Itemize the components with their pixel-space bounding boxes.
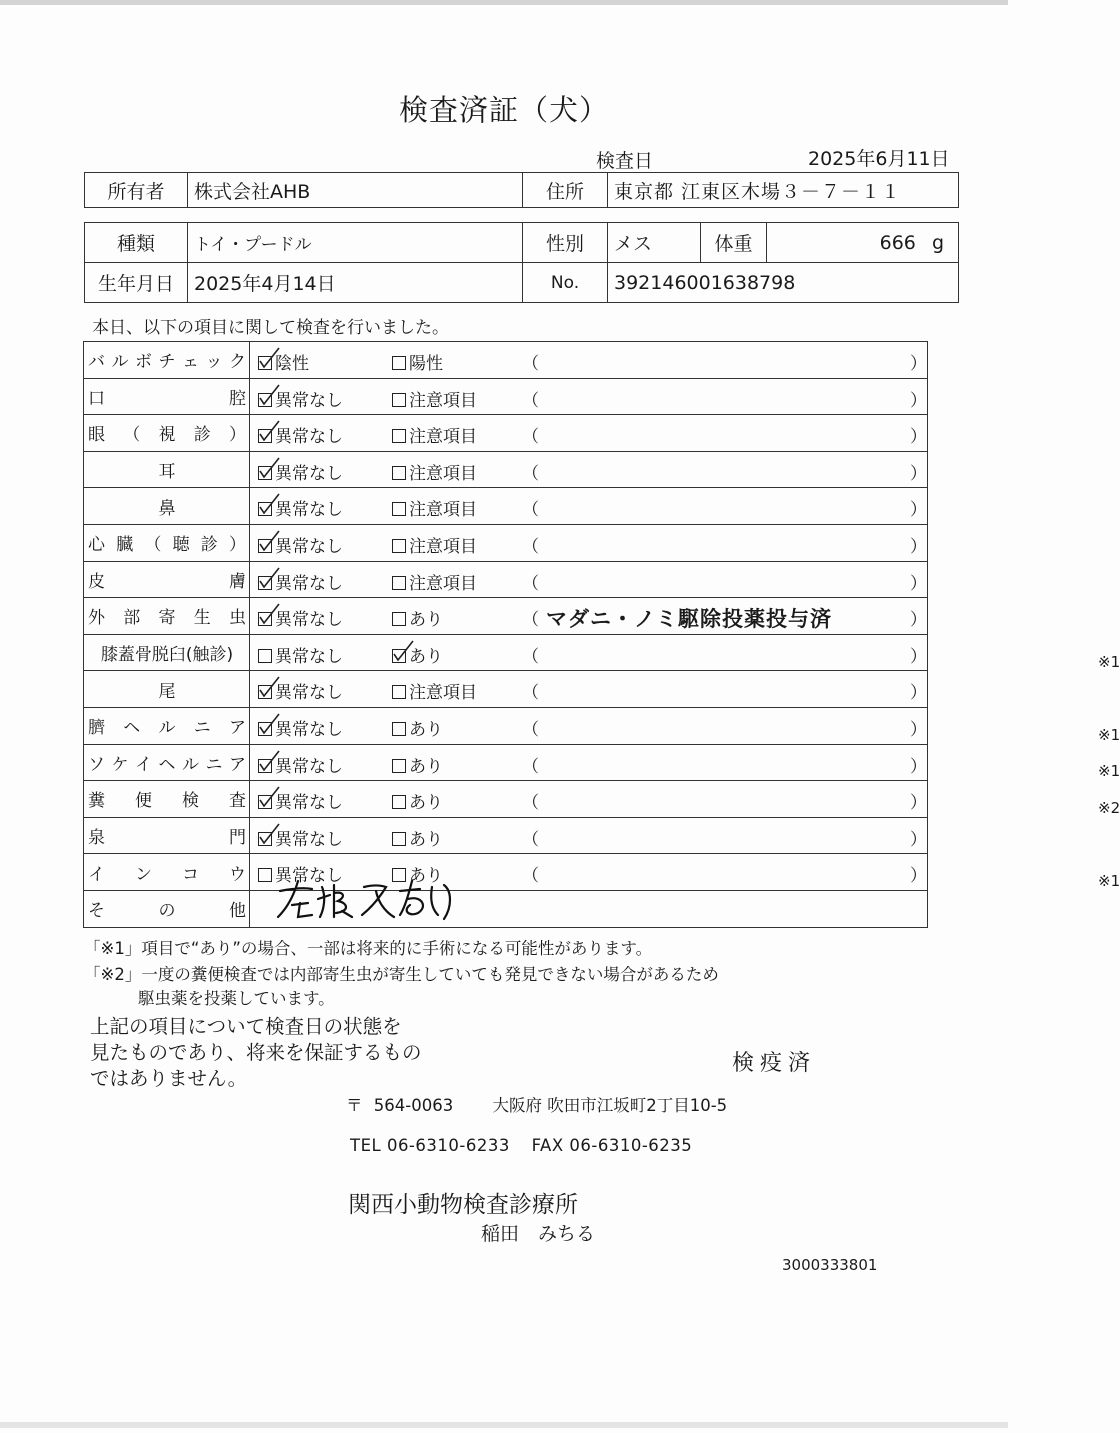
remark-close-paren: ） bbox=[910, 756, 927, 777]
option-normal bbox=[258, 422, 343, 447]
scan-edge-top bbox=[0, 0, 1008, 5]
handwritten-note bbox=[272, 877, 462, 926]
footnote-2-cont: 駆虫薬を投薬しています。 bbox=[138, 989, 335, 1008]
clinic-tel: TEL 06-6310-6233 bbox=[350, 1136, 510, 1155]
option-abnormal-label: あり bbox=[409, 719, 443, 740]
checkbox-icon bbox=[258, 393, 272, 407]
remark-open-paren: （ bbox=[522, 610, 539, 631]
checkbox-icon bbox=[258, 795, 272, 809]
exam-row bbox=[84, 817, 928, 854]
item-name-char: ル bbox=[111, 352, 129, 373]
check-tick-icon bbox=[258, 823, 280, 845]
option-abnormal-label: 注意項目 bbox=[409, 463, 477, 484]
serial-number: 3000333801 bbox=[782, 1256, 878, 1274]
remark-open-paren: （ bbox=[522, 390, 539, 411]
scan-edge-bottom bbox=[0, 1422, 1008, 1428]
weight-cell bbox=[767, 223, 959, 263]
item-name-char: 生 bbox=[193, 608, 211, 629]
clinic-name: 関西小動物検査診療所 bbox=[348, 1192, 578, 1218]
option-normal-label: 異常なし bbox=[275, 536, 343, 557]
check-tick-icon bbox=[258, 786, 280, 808]
exam-row bbox=[84, 524, 928, 561]
item-name-char: 膝蓋骨脱臼(触診) bbox=[100, 645, 234, 666]
item-name-char: 皮 bbox=[88, 571, 105, 592]
item-name-char: イ bbox=[135, 754, 152, 775]
item-name-char: 外 bbox=[88, 608, 105, 629]
checkbox-icon bbox=[258, 576, 272, 590]
item-name-char: 心 bbox=[88, 535, 105, 556]
sex: メス bbox=[608, 223, 701, 263]
option-normal-label: 異常なし bbox=[275, 829, 343, 850]
option-abnormal bbox=[392, 532, 477, 557]
item-name-char: 診 bbox=[193, 425, 211, 446]
checkbox-icon bbox=[258, 429, 272, 443]
exam-item-result bbox=[250, 598, 928, 635]
exam-item-result bbox=[250, 415, 928, 452]
item-name-char: 便 bbox=[135, 791, 152, 812]
remark-close-paren: ） bbox=[910, 536, 927, 557]
checkbox-icon bbox=[392, 393, 406, 407]
option-normal-label: 異常なし bbox=[275, 683, 343, 704]
exam-item-name bbox=[84, 671, 250, 708]
inspection-stamp: 検疫済 bbox=[732, 1051, 817, 1076]
exam-date-label: 検査日 bbox=[596, 150, 654, 172]
item-name-char: 門 bbox=[229, 828, 246, 849]
contact-line bbox=[350, 1136, 692, 1155]
checkbox-icon bbox=[392, 649, 406, 663]
exam-item-result bbox=[250, 342, 928, 379]
exam-item-result bbox=[250, 817, 928, 854]
disclaimer bbox=[90, 1014, 422, 1092]
option-normal bbox=[258, 459, 343, 484]
exam-item-result bbox=[250, 524, 928, 561]
checkbox-icon bbox=[258, 722, 272, 736]
option-normal bbox=[258, 495, 343, 520]
footnote-mark: ※1 bbox=[1098, 725, 1120, 744]
item-name-char: コ bbox=[182, 864, 199, 885]
exam-item-result bbox=[250, 744, 1120, 781]
option-normal bbox=[258, 788, 343, 813]
postal-mark: 〒 bbox=[346, 1096, 363, 1115]
option-abnormal-label: あり bbox=[409, 793, 443, 814]
item-name-char: ッ bbox=[205, 352, 223, 373]
remark-close-paren: ） bbox=[910, 463, 927, 484]
item-name-char: ル bbox=[182, 754, 199, 775]
exam-item-result bbox=[250, 488, 928, 525]
exam-item-result bbox=[250, 561, 928, 598]
checkbox-icon bbox=[392, 832, 406, 846]
item-name-char: ウ bbox=[229, 864, 246, 885]
weight-value: 666 bbox=[879, 231, 916, 254]
option-normal-label: 異常なし bbox=[275, 793, 343, 814]
option-normal bbox=[258, 605, 343, 630]
footnote-2: 「※2」一度の糞便検査では内部寄生虫が寄生していても発見できない場合があるため bbox=[84, 965, 719, 984]
birth-label: 生年月日 bbox=[85, 263, 188, 303]
option-normal-label: 陰性 bbox=[275, 354, 309, 374]
weight-label: 体重 bbox=[701, 223, 767, 263]
exam-item-name bbox=[84, 451, 250, 488]
disclaimer-line-3: ではありません。 bbox=[90, 1067, 248, 1090]
checkbox-icon bbox=[392, 722, 406, 736]
option-normal bbox=[258, 642, 343, 667]
owner-name: 株式会社AHB bbox=[188, 173, 523, 208]
remark-open-paren: （ bbox=[522, 683, 539, 704]
checkbox-icon bbox=[392, 759, 406, 773]
animal-table bbox=[84, 222, 959, 303]
remark-open-paren: （ bbox=[522, 500, 539, 521]
owner-label: 所有者 bbox=[85, 173, 188, 208]
remark-open-paren: （ bbox=[522, 719, 539, 740]
remark-close-paren: ） bbox=[910, 719, 927, 740]
exam-row bbox=[84, 598, 928, 635]
check-tick-icon bbox=[258, 457, 280, 479]
item-name-char: ソ bbox=[88, 754, 105, 775]
checkbox-icon bbox=[258, 502, 272, 516]
item-name-char: ） bbox=[228, 535, 246, 556]
option-abnormal-label: あり bbox=[409, 829, 443, 850]
exam-row bbox=[84, 342, 928, 379]
footnote-mark: ※1 bbox=[1098, 762, 1120, 781]
item-name-char: ン bbox=[135, 864, 152, 885]
exam-row bbox=[84, 744, 928, 781]
item-name-char: ェ bbox=[182, 352, 199, 373]
item-name-char: （ bbox=[144, 535, 162, 556]
item-name-char: 耳 bbox=[158, 462, 176, 483]
remark-close-paren: ） bbox=[910, 866, 927, 887]
option-abnormal-label: あり bbox=[409, 610, 443, 631]
item-name-char: 部 bbox=[123, 608, 141, 629]
exam-item-result bbox=[250, 451, 928, 488]
handwriting-drawing bbox=[272, 877, 462, 921]
checkbox-icon bbox=[258, 832, 272, 846]
option-normal bbox=[258, 532, 343, 557]
exam-row bbox=[84, 378, 928, 415]
checkbox-icon bbox=[258, 759, 272, 773]
item-name-char: ニ bbox=[193, 718, 211, 739]
remark-open-paren: （ bbox=[522, 573, 539, 594]
option-abnormal bbox=[392, 715, 443, 740]
exam-date: 2025年6月11日 bbox=[808, 148, 950, 170]
option-normal-label: 異常なし bbox=[275, 756, 343, 777]
option-normal-label: 異常なし bbox=[275, 646, 343, 667]
item-name-char: ア bbox=[229, 754, 246, 775]
footnote-1: 「※1」項目で“あり”の場合、一部は将来的に手術になる可能性があります。 bbox=[84, 939, 653, 958]
item-name-char: 泉 bbox=[88, 828, 105, 849]
remark-open-paren: （ bbox=[522, 756, 539, 777]
option-abnormal-label: 注意項目 bbox=[409, 427, 477, 448]
option-abnormal-label: あり bbox=[409, 866, 443, 887]
postal-code: 564-0063 bbox=[373, 1096, 454, 1115]
exam-item-name bbox=[84, 488, 250, 525]
option-abnormal bbox=[392, 349, 443, 374]
remark-open-paren: （ bbox=[522, 427, 539, 448]
option-normal bbox=[258, 569, 343, 594]
vet-name: 稲田 みちる bbox=[481, 1223, 596, 1245]
exam-item-name bbox=[84, 634, 250, 671]
option-normal bbox=[258, 715, 343, 740]
option-abnormal bbox=[392, 386, 477, 411]
item-name-char: 糞 bbox=[88, 791, 105, 812]
remark-close-paren: ） bbox=[910, 354, 927, 374]
option-normal-label: 異常なし bbox=[275, 719, 343, 740]
address-label: 住所 bbox=[523, 173, 608, 208]
option-normal bbox=[258, 386, 343, 411]
check-tick-icon bbox=[258, 347, 280, 369]
footnote-mark: ※2 bbox=[1098, 798, 1120, 817]
intro-text: 本日、以下の項目に関して検査を行いました。 bbox=[92, 318, 449, 338]
option-normal bbox=[258, 752, 343, 777]
exam-row bbox=[84, 634, 928, 671]
item-name-char: 臓 bbox=[116, 535, 134, 556]
option-normal-label: 異常なし bbox=[275, 610, 343, 631]
breed: トイ・プードル bbox=[188, 223, 523, 263]
exam-row bbox=[84, 561, 928, 598]
item-name-char: 聴 bbox=[172, 535, 190, 556]
check-tick-icon bbox=[258, 676, 280, 698]
checkbox-icon bbox=[258, 612, 272, 626]
checkbox-icon bbox=[258, 356, 272, 370]
option-abnormal bbox=[392, 752, 443, 777]
remark-close-paren: ） bbox=[910, 610, 927, 631]
remark-close-paren: ） bbox=[910, 427, 927, 448]
item-name-char: ア bbox=[229, 718, 246, 739]
option-normal-label: 異常なし bbox=[275, 500, 343, 521]
option-abnormal bbox=[392, 459, 477, 484]
option-abnormal-label: 陽性 bbox=[409, 354, 443, 374]
checkbox-icon bbox=[392, 539, 406, 553]
item-name-char: 眼 bbox=[88, 425, 105, 446]
checkbox-icon bbox=[392, 576, 406, 590]
weight-unit: g bbox=[931, 231, 944, 254]
check-tick-icon bbox=[392, 640, 414, 662]
item-name-char: 臍 bbox=[88, 718, 105, 739]
option-abnormal bbox=[392, 825, 443, 850]
clinic-address: 大阪府 吹田市江坂町2丁目10-5 bbox=[492, 1096, 728, 1115]
exam-item-name bbox=[84, 707, 250, 744]
checkbox-icon bbox=[258, 466, 272, 480]
item-name-char: 検 bbox=[182, 791, 199, 812]
breed-label: 種類 bbox=[85, 223, 188, 263]
remark-open-paren: （ bbox=[522, 646, 539, 667]
document-title: 検査済証（犬） bbox=[398, 93, 609, 127]
option-abnormal bbox=[392, 605, 443, 630]
clinic-fax: FAX 06-6310-6235 bbox=[531, 1136, 693, 1155]
check-tick-icon bbox=[258, 493, 280, 515]
check-tick-icon bbox=[258, 420, 280, 442]
checkbox-icon bbox=[392, 685, 406, 699]
option-abnormal-label: 注意項目 bbox=[409, 500, 477, 521]
item-name-char: 診 bbox=[200, 535, 218, 556]
item-name-char: 尾 bbox=[158, 681, 176, 702]
item-name-char: 鼻 bbox=[158, 498, 176, 519]
exam-item-name bbox=[84, 854, 250, 891]
exam-item-result bbox=[250, 634, 1120, 671]
item-name-char: ル bbox=[158, 718, 176, 739]
remark-open-paren: （ bbox=[522, 829, 539, 850]
option-normal bbox=[258, 678, 343, 703]
checkbox-icon bbox=[392, 429, 406, 443]
option-abnormal bbox=[392, 495, 477, 520]
option-normal-label: 異常なし bbox=[275, 573, 343, 594]
exam-row bbox=[84, 781, 928, 818]
option-abnormal-label: あり bbox=[409, 756, 443, 777]
item-name-char: 虫 bbox=[229, 608, 246, 629]
checkbox-icon bbox=[258, 868, 272, 882]
footnote-mark: ※1 bbox=[1098, 872, 1120, 891]
exam-item-name bbox=[84, 342, 250, 379]
remark-open-paren: （ bbox=[522, 354, 539, 374]
exam-item-name bbox=[84, 561, 250, 598]
item-name-char: 口 bbox=[88, 388, 105, 409]
exam-item-result bbox=[250, 781, 1120, 818]
option-abnormal bbox=[392, 642, 443, 667]
remark-open-paren: （ bbox=[522, 463, 539, 484]
option-abnormal-label: あり bbox=[409, 646, 443, 667]
sex-label: 性別 bbox=[523, 223, 608, 263]
check-tick-icon bbox=[258, 530, 280, 552]
checkbox-icon bbox=[392, 502, 406, 516]
exam-item-result bbox=[250, 707, 1120, 744]
no-label: No. bbox=[523, 263, 608, 303]
check-tick-icon bbox=[258, 384, 280, 406]
option-normal bbox=[258, 825, 343, 850]
exam-item-result bbox=[250, 671, 928, 708]
check-tick-icon bbox=[258, 603, 280, 625]
remark-close-paren: ） bbox=[910, 500, 927, 521]
item-name-char: ボ bbox=[135, 352, 152, 373]
option-normal-label: 異常なし bbox=[275, 427, 343, 448]
remark-close-paren: ） bbox=[910, 829, 927, 850]
exam-item-name bbox=[84, 744, 250, 781]
remark-close-paren: ） bbox=[910, 683, 927, 704]
exam-item-name bbox=[84, 781, 250, 818]
remark-close-paren: ） bbox=[910, 573, 927, 594]
remark-text: マダニ・ノミ駆除投薬投与済 bbox=[546, 607, 832, 632]
exam-item-name bbox=[84, 598, 250, 635]
exam-row-other bbox=[84, 890, 928, 927]
item-name-char: ヘ bbox=[123, 718, 141, 739]
item-name-char: 腔 bbox=[229, 388, 246, 409]
checkbox-icon bbox=[392, 466, 406, 480]
option-abnormal-label: 注意項目 bbox=[409, 573, 477, 594]
footnote-mark: ※1 bbox=[1098, 652, 1120, 671]
exam-table bbox=[83, 341, 1120, 928]
remark-close-paren: ） bbox=[910, 390, 927, 411]
exam-row bbox=[84, 671, 928, 708]
item-name-char: （ bbox=[123, 425, 141, 446]
item-name-char: そ bbox=[88, 901, 105, 922]
other-label bbox=[84, 890, 250, 927]
item-name-char: 寄 bbox=[158, 608, 176, 629]
owner-table bbox=[84, 172, 959, 208]
checkbox-icon bbox=[392, 795, 406, 809]
item-name-char: バ bbox=[88, 352, 105, 373]
exam-item-name bbox=[84, 378, 250, 415]
check-tick-icon bbox=[258, 713, 280, 735]
remark-close-paren: ） bbox=[910, 646, 927, 667]
clinic-address-line bbox=[346, 1092, 727, 1116]
item-name-char: ） bbox=[229, 425, 246, 446]
checkbox-icon bbox=[392, 356, 406, 370]
item-name-char: 他 bbox=[229, 901, 246, 922]
item-name-char: ニ bbox=[205, 754, 223, 775]
option-normal bbox=[258, 349, 309, 374]
option-abnormal bbox=[392, 569, 477, 594]
exam-row bbox=[84, 488, 928, 525]
exam-row bbox=[84, 451, 928, 488]
exam-row bbox=[84, 707, 928, 744]
option-abnormal-label: 注意項目 bbox=[409, 683, 477, 704]
item-name-char: 膚 bbox=[229, 571, 246, 592]
item-name-char: イ bbox=[88, 864, 105, 885]
exam-row bbox=[84, 415, 928, 452]
option-normal-label: 異常なし bbox=[275, 463, 343, 484]
item-name-char: ケ bbox=[111, 754, 129, 775]
checkbox-icon bbox=[258, 539, 272, 553]
checkbox-icon bbox=[392, 612, 406, 626]
remark-open-paren: （ bbox=[522, 793, 539, 814]
item-name-char: ク bbox=[229, 352, 246, 373]
exam-item-name bbox=[84, 817, 250, 854]
item-name-char: チ bbox=[158, 352, 176, 373]
remark-open-paren: （ bbox=[522, 866, 539, 887]
birth-date: 2025年4月14日 bbox=[188, 263, 523, 303]
checkbox-icon bbox=[258, 685, 272, 699]
option-normal-label: 異常なし bbox=[275, 866, 343, 887]
check-tick-icon bbox=[258, 567, 280, 589]
checkbox-icon bbox=[258, 649, 272, 663]
exam-item-name bbox=[84, 524, 250, 561]
item-name-char: ヘ bbox=[158, 754, 176, 775]
check-tick-icon bbox=[258, 750, 280, 772]
exam-item-name bbox=[84, 415, 250, 452]
owner-address: 東京都 江東区木場３－７－１１ bbox=[608, 173, 959, 208]
option-abnormal bbox=[392, 788, 443, 813]
disclaimer-line-1: 上記の項目について検査日の状態を bbox=[90, 1015, 402, 1038]
other-value bbox=[250, 890, 928, 927]
remark-close-paren: ） bbox=[910, 793, 927, 814]
remark-open-paren: （ bbox=[522, 536, 539, 557]
disclaimer-line-2: 見たものであり、将来を保証するもの bbox=[90, 1041, 422, 1064]
microchip-no: 392146001638798 bbox=[608, 263, 959, 303]
option-abnormal-label: 注意項目 bbox=[409, 390, 477, 411]
item-name-char: 視 bbox=[158, 425, 176, 446]
option-abnormal bbox=[392, 678, 477, 703]
item-name-char: 査 bbox=[229, 791, 246, 812]
exam-row bbox=[84, 854, 928, 891]
option-abnormal bbox=[392, 422, 477, 447]
item-name-char: の bbox=[158, 901, 176, 922]
option-normal-label: 異常なし bbox=[275, 390, 343, 411]
option-abnormal-label: 注意項目 bbox=[409, 536, 477, 557]
exam-item-result bbox=[250, 378, 928, 415]
